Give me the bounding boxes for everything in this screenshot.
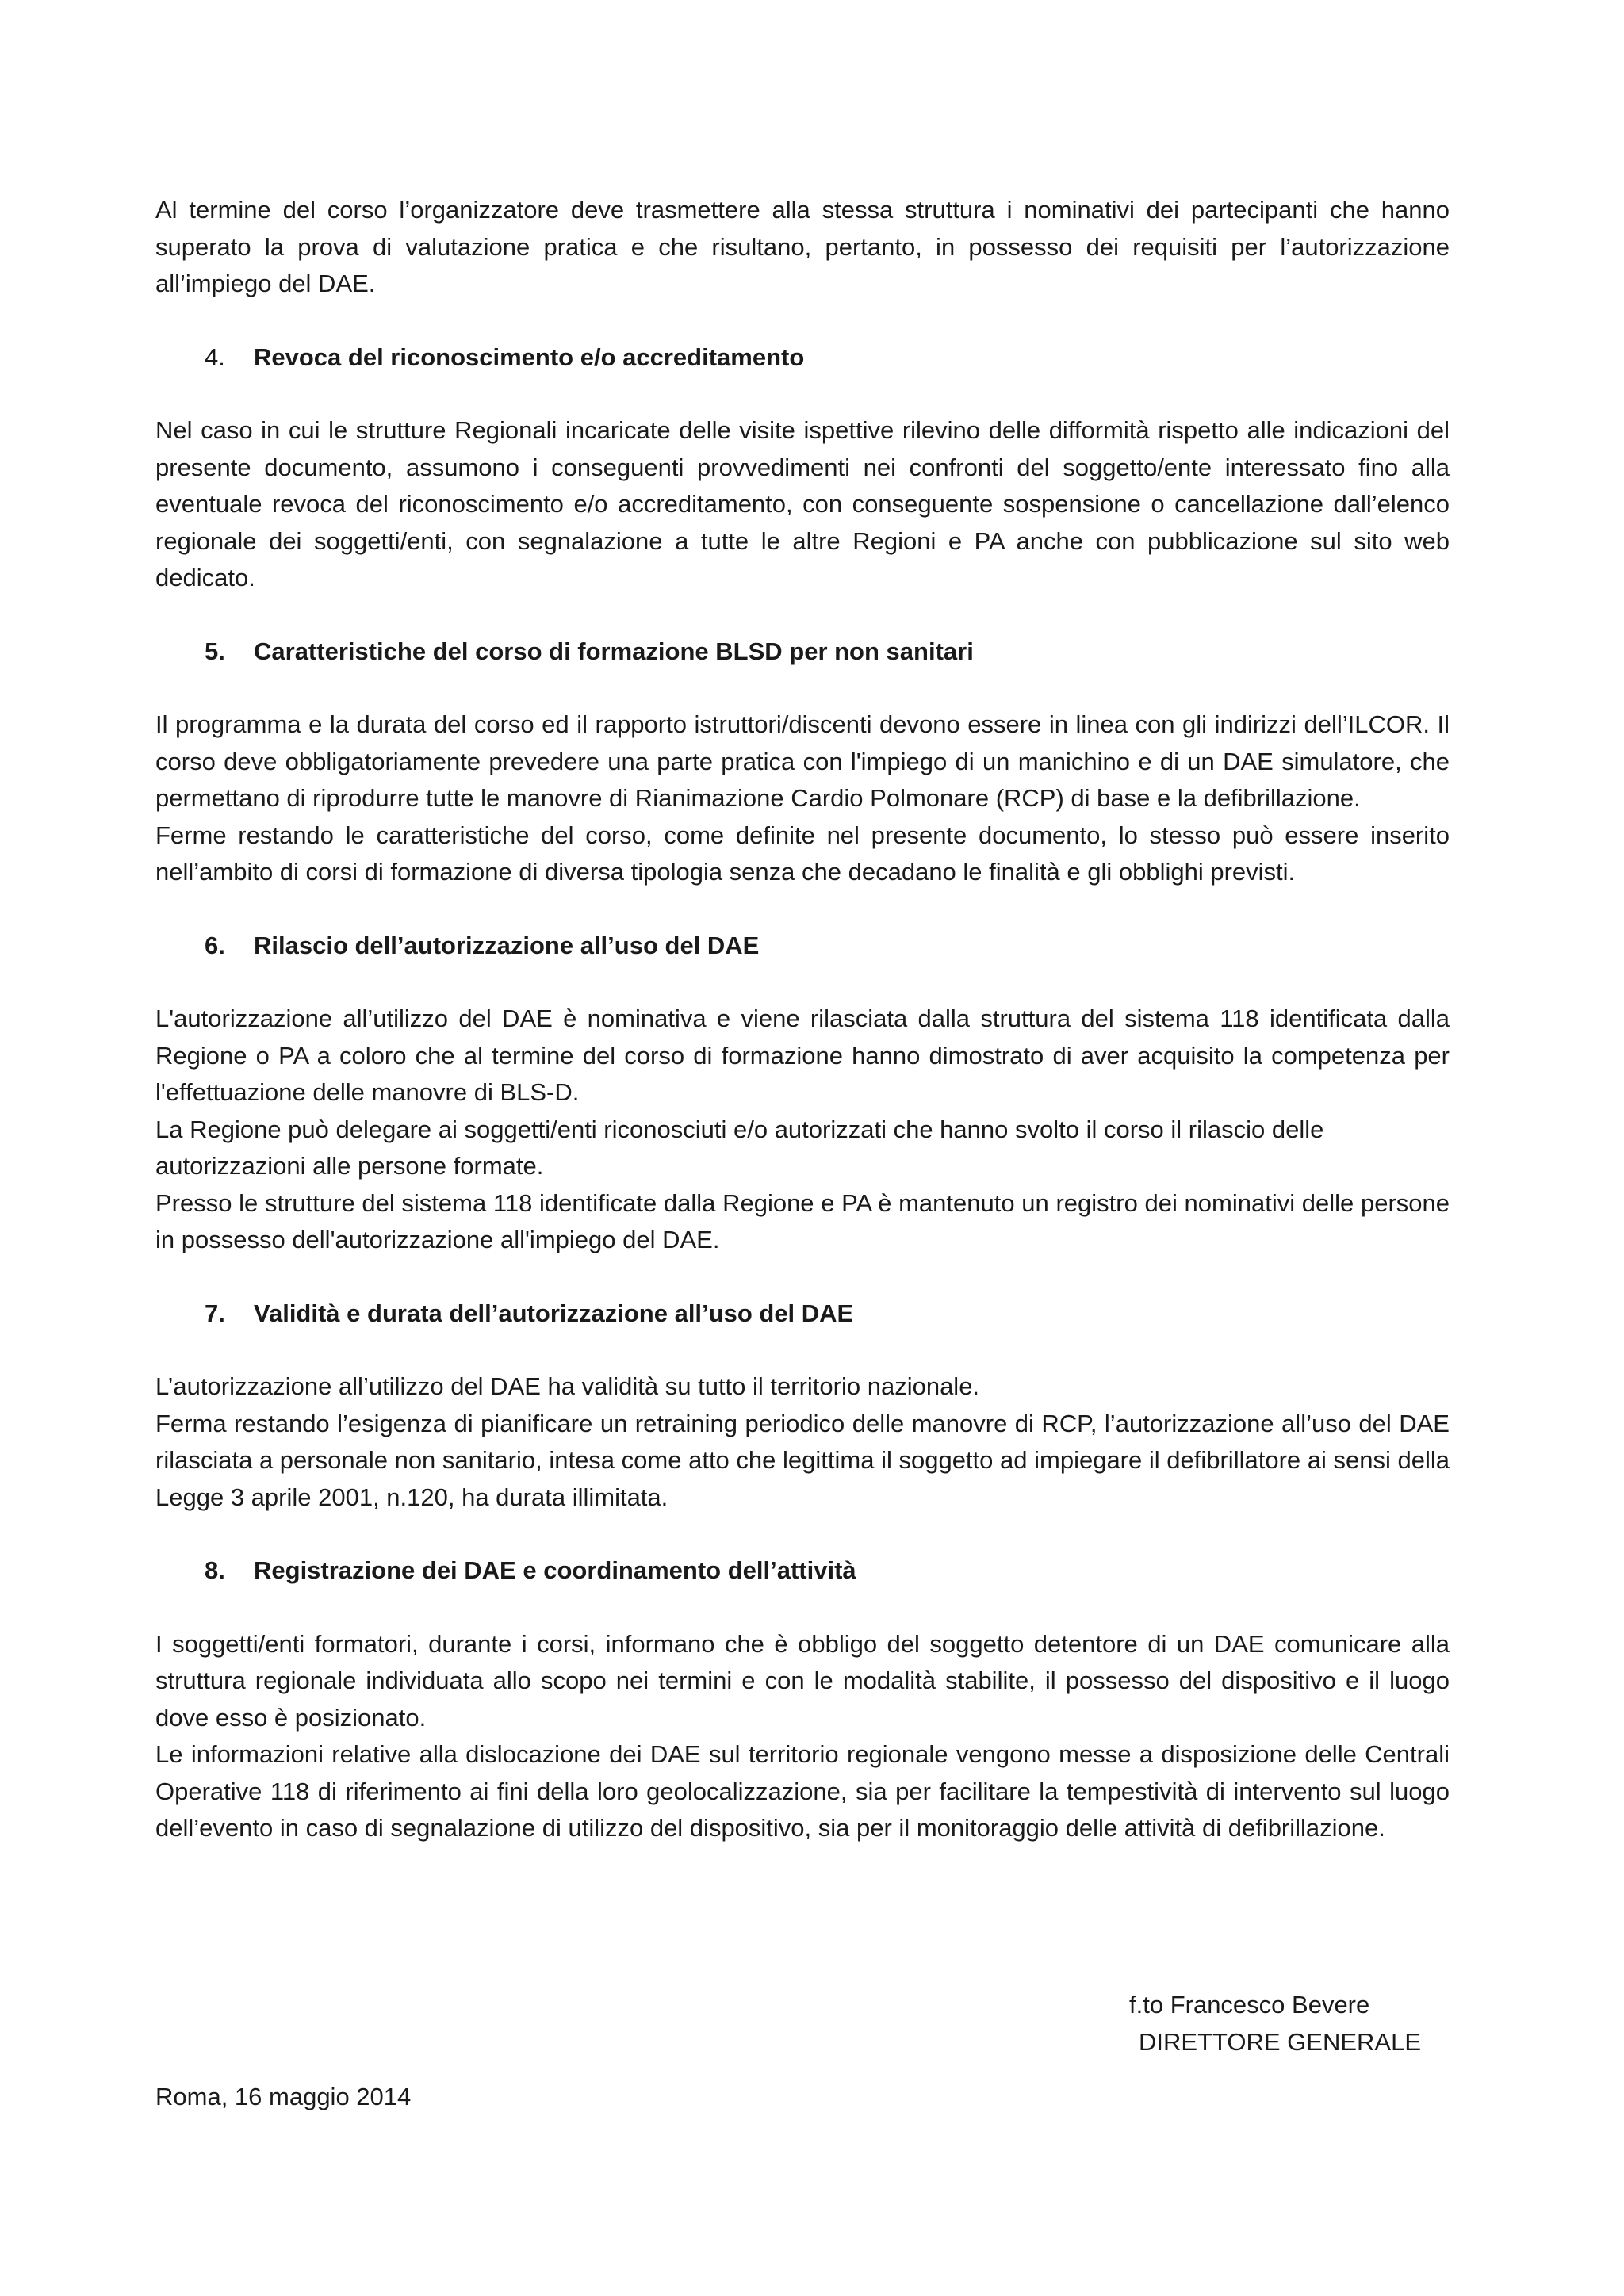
paragraph: Nel caso in cui le strutture Regionali incaricate delle visite ispettive rilevino delle difformità rispetto alle indicazioni del presente documento, assumono i conseguenti provvedimenti nei confronti del soggetto/ente interessato fino alla eventuale revoca del riconoscimento e/o accreditamento, con conseguente sospensione o cancellazione dall’elenco regionale dei soggetti/enti, con segnalazione a tutte le altre Regioni e PA anche con pubblicazione sul sito web dedicato. bbox=[155, 416, 1450, 591]
section-title: Caratteristiche del corso di formazione BLSD per non sanitari bbox=[254, 637, 974, 665]
section-4-body bbox=[155, 412, 1450, 597]
paragraph: La Regione può delegare ai soggetti/enti riconosciuti e/o autorizzati che hanno svolto il corso il rilascio delle autorizzazioni alle persone formate. bbox=[155, 1115, 1324, 1180]
section-5-heading bbox=[205, 633, 1450, 671]
section-number: 8. bbox=[205, 1556, 225, 1584]
paragraph: Le informazioni relative alla dislocazione dei DAE sul territorio regionale vengono messe a disposizione delle Centrali Operative 118 di riferimento ai fini della loro geolocalizzazione, sia per facilitare la tempestività di intervento sul luogo dell’evento in caso di segnalazione di utilizzo del dispositivo, sia per il monitoraggio delle attività di defibrillazione. bbox=[155, 1740, 1450, 1842]
section-8-body bbox=[155, 1626, 1450, 1847]
section-number: 6. bbox=[205, 931, 225, 959]
paragraph: Ferma restando l’esigenza di pianificare un retraining periodico delle manovre di RCP, l’autorizzazione all’uso del DAE rilasciata a personale non sanitario, intesa come atto che legittima il soggetto ad impiegare il defibrillatore ai sensi della Legge 3 aprile 2001, n.120, ha durata illimitata. bbox=[155, 1409, 1450, 1511]
section-number: 4. bbox=[205, 342, 225, 371]
section-8-heading bbox=[205, 1552, 1450, 1590]
intro-section bbox=[155, 192, 1450, 303]
paragraph: L’autorizzazione all’utilizzo del DAE ha validità su tutto il territorio nazionale. bbox=[155, 1372, 980, 1400]
paragraph: I soggetti/enti formatori, durante i corsi, informano che è obbligo del soggetto detentore di un DAE comunicare alla struttura regionale individuata allo scopo nei termini e con le modalità stabilite, il possesso del dispositivo e il luogo dove esso è posizionato. bbox=[155, 1629, 1450, 1732]
signature-block bbox=[1129, 1987, 1421, 2061]
document-date: Roma, 16 maggio 2014 bbox=[155, 2083, 412, 2110]
section-7-body bbox=[155, 1368, 1450, 1516]
signature-role: DIRETTORE GENERALE bbox=[1139, 2027, 1422, 2056]
paragraph: Ferme restando le caratteristiche del corso, come definite nel presente documento, lo stesso può essere inserito nell’ambito di corsi di formazione di diversa tipologia senza che decadano le finalità e gli obblighi previsti. bbox=[155, 821, 1450, 886]
paragraph: Il programma e la durata del corso ed il rapporto istruttori/discenti devono essere in linea con gli indirizzi dell’ILCOR. Il corso deve obbligatoriamente prevedere una parte pratica con l'impiego di un manichino e di un DAE simulatore, che permettano di riprodurre tutte le manovre di Rianimazione Cardio Polmonare (RCP) di base e la defibrillazione. bbox=[155, 710, 1450, 812]
section-5-body bbox=[155, 706, 1450, 891]
section-title: Validità e durata dell’autorizzazione all’uso del DAE bbox=[254, 1299, 854, 1327]
section-title: Revoca del riconoscimento e/o accreditamento bbox=[254, 342, 805, 371]
section-6-body bbox=[155, 1001, 1450, 1259]
section-number: 5. bbox=[205, 637, 225, 665]
section-6-heading bbox=[205, 928, 1450, 965]
section-7-heading bbox=[205, 1295, 1450, 1333]
paragraph: L'autorizzazione all’utilizzo del DAE è nominativa e viene rilasciata dalla struttura del sistema 118 identificata dalla Regione o PA a coloro che al termine del corso di formazione hanno dimostrato di aver acquisito la competenza per l'effettuazione delle manovre di BLS-D. bbox=[155, 1004, 1450, 1106]
section-title: Rilascio dell’autorizzazione all’uso del DAE bbox=[254, 931, 760, 959]
section-number: 7. bbox=[205, 1299, 225, 1327]
section-title: Registrazione dei DAE e coordinamento dell’attività bbox=[254, 1556, 856, 1584]
intro-paragraph: Al termine del corso l’organizzatore deve trasmettere alla stessa struttura i nominativi dei partecipanti che hanno superato la prova di valutazione pratica e che risultano, pertanto, in possesso dei requisiti per l’autorizzazione all’impiego del DAE. bbox=[155, 196, 1450, 297]
document-body bbox=[155, 192, 1450, 1884]
signature-name: f.to Francesco Bevere bbox=[1129, 1991, 1370, 2019]
section-4-heading bbox=[205, 339, 1450, 377]
paragraph: Presso le strutture del sistema 118 identificate dalla Regione e PA è mantenuto un registro dei nominativi delle persone in possesso dell'autorizzazione all'impiego del DAE. bbox=[155, 1188, 1450, 1253]
